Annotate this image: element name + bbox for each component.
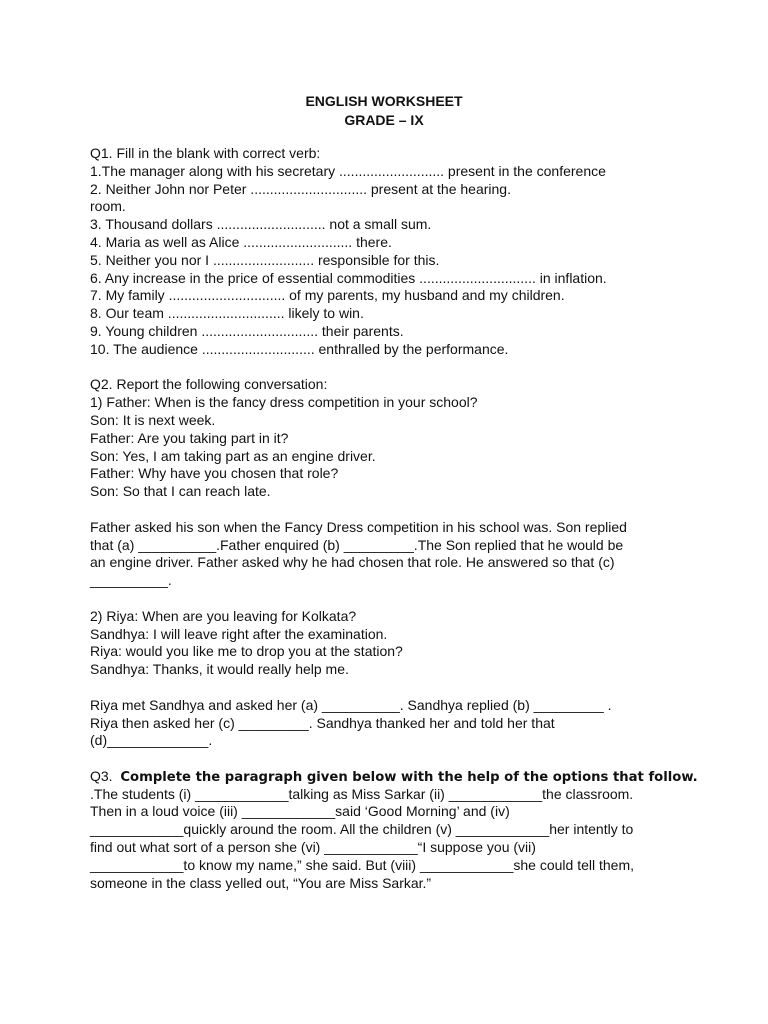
q3-paragraph-line: find out what sort of a person she (vi) ____________“I suppose you (vii): [90, 839, 536, 856]
q3-paragraph-line: ____________quickly around the room. All the children (v) ____________her intently to: [90, 821, 634, 838]
worksheet-title: ENGLISH WORKSHEET: [305, 93, 463, 109]
q2-report-line: (d)_____________.: [90, 732, 213, 749]
q1-item: 8. Our team .............................. likely to win.: [90, 305, 364, 322]
q1-item: 6. Any increase in the price of essential commodities .............................. in inflation.: [90, 269, 607, 286]
q3-heading: Complete the paragraph given below with the help of the options that follow.: [120, 769, 698, 785]
q1-item: 5. Neither you nor I .......................... responsible for this.: [90, 251, 440, 268]
q2-dialogue-line: Father: Why have you chosen that role?: [90, 465, 339, 482]
q3-number: Q3.: [90, 767, 113, 784]
q3-paragraph-line: someone in the class yelled out, “You are Miss Sarkar.”: [90, 874, 432, 891]
q2-dialogue-line: Sandhya: I will leave right after the examination.: [90, 625, 388, 642]
spacer: [90, 590, 690, 608]
q2-report-line: Father asked his son when the Fancy Dress competition in his school was. Son replied: [90, 518, 627, 535]
q3-paragraph-line: Then in a loud voice (iii) ____________said ‘Good Morning’ and (iv): [90, 803, 510, 820]
q1-item: 10. The audience ............................. enthralled by the performance.: [90, 340, 509, 357]
q2-report-line: Riya then asked her (c) _________. Sandhya thanked her and told her that: [90, 714, 555, 731]
spacer: [90, 501, 690, 519]
q1-item: 9. Young children .............................. their parents.: [90, 322, 404, 339]
grade-label: GRADE – IX: [344, 112, 424, 128]
worksheet-body: [90, 145, 698, 892]
spacer: [90, 750, 690, 768]
q2-dialogue-line: Son: So that I can reach late.: [90, 483, 271, 500]
q3-paragraph-line: .The students (i) ____________talking as Miss Sarkar (ii) ____________the classroom.: [90, 785, 634, 802]
q1-item: 3. Thousand dollars ............................ not a small sum.: [90, 216, 432, 233]
spacer: [90, 679, 690, 697]
q2-report-line: an engine driver. Father asked why he had chosen that role. He answered so that (c): [90, 554, 615, 571]
q1-item: room.: [90, 198, 126, 215]
q1-item: 2. Neither John nor Peter .............................. present at the hearing.: [90, 180, 511, 197]
q1-item: 7. My family .............................. of my parents, my husband and my children.: [90, 287, 565, 304]
q2-dialogue-line: Father: Are you taking part in it?: [90, 429, 289, 446]
spacer: [90, 359, 690, 377]
q3-heading-line: [90, 767, 698, 786]
q2-dialogue-line: Son: It is next week.: [90, 411, 216, 428]
q2-dialogue-line: 2) Riya: When are you leaving for Kolkata?: [90, 607, 357, 624]
q2-dialogue-line: Son: Yes, I am taking part as an engine driver.: [90, 447, 376, 464]
q2-report-line: that (a) __________.Father enquired (b) _________.The Son replied that he would be: [90, 536, 624, 553]
q2-dialogue-line: Riya: would you like me to drop you at the station?: [90, 643, 403, 660]
q3-paragraph-line: ____________to know my name,” she said. But (viii) ____________she could tell them,: [90, 856, 635, 873]
q2-dialogue-line: Sandhya: Thanks, it would really help me.: [90, 661, 349, 678]
q1-item: 1.The manager along with his secretary ........................... present in the conference: [90, 162, 606, 179]
q1-item: 4. Maria as well as Alice ............................ there.: [90, 233, 392, 250]
q1-heading: Q1. Fill in the blank with correct verb:: [90, 145, 321, 161]
q2-heading: Q2. Report the following conversation:: [90, 376, 328, 393]
q2-report-line: __________.: [90, 572, 172, 589]
q2-report-line: Riya met Sandhya and asked her (a) __________. Sandhya replied (b) _________ .: [90, 696, 612, 713]
q2-dialogue-line: 1) Father: When is the fancy dress competition in your school?: [90, 394, 478, 411]
